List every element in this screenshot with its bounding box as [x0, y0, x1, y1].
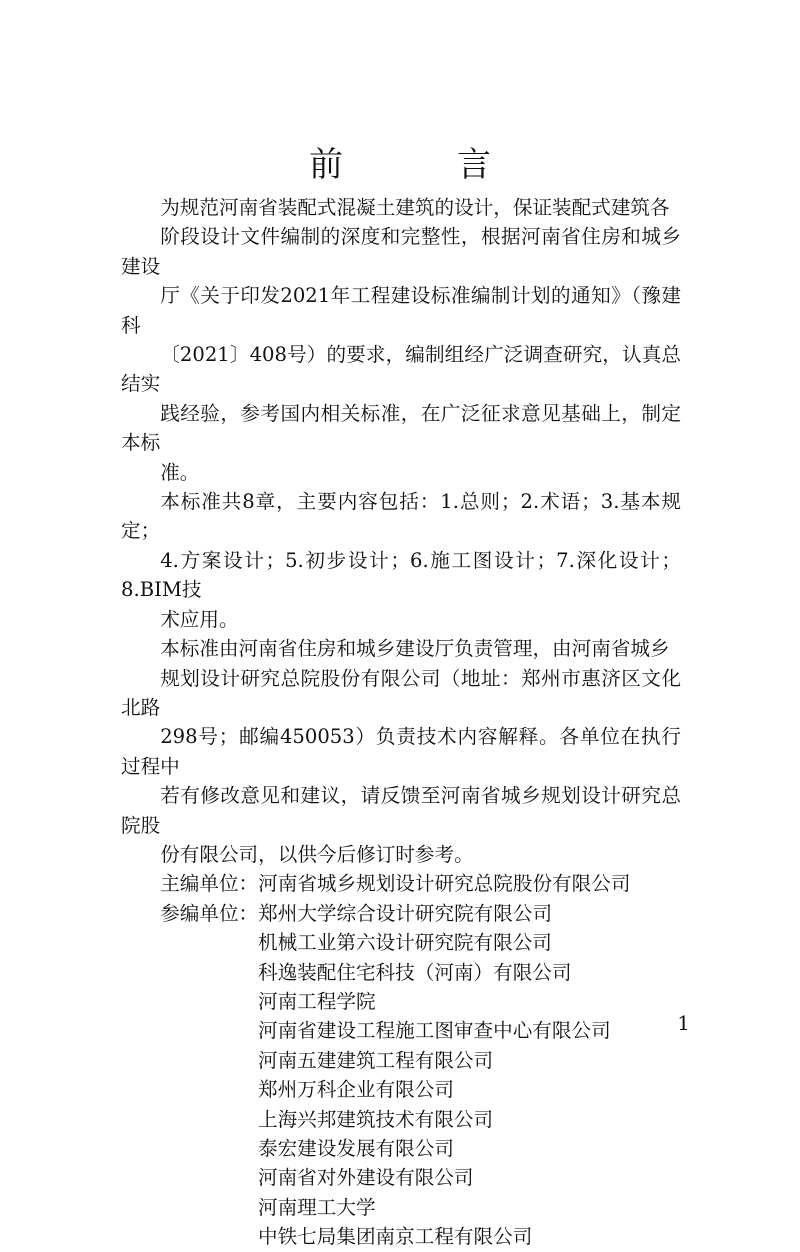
text-line: 本标准共8章，主要内容包括：1.总则；2.术语；3.基本规定；	[121, 490, 681, 543]
text-line: 为规范河南省装配式混凝土建筑的设计，保证装配式建筑各	[160, 196, 670, 219]
participating-unit: 上海兴邦建筑技术有限公司	[258, 1107, 494, 1131]
text-line: 4.方案设计；5.初步设计；6.施工图设计；7.深化设计；8.BIM技	[121, 548, 681, 602]
text-line: 本标准由河南省住房和城乡建设厅负责管理，由河南省城乡	[160, 637, 670, 661]
paragraph-management	[121, 634, 681, 869]
participating-unit: 郑州万科企业有限公司	[258, 1078, 454, 1102]
chief-unit: 主编单位：河南省城乡规划设计研究总院股份有限公司	[160, 872, 631, 896]
participating-unit: 河南理工大学	[258, 1195, 376, 1219]
preface-content	[121, 193, 681, 1252]
page-number: 1	[677, 1011, 690, 1035]
participating-unit: 河南省对外建设有限公司	[258, 1166, 474, 1190]
text-line: 份有限公司，以供今后修订时参考。	[160, 842, 474, 866]
participating-unit: 科逸装配住宅科技（河南）有限公司	[258, 960, 572, 984]
text-line: 298号；邮编450053）负责技术内容解释。各单位在执行过程中	[121, 725, 681, 778]
paragraph-purpose	[121, 193, 681, 487]
text-line: 践经验，参考国内相关标准，在广泛征求意见基础上，制定本标	[121, 401, 681, 455]
participating-unit: 泰宏建设发展有限公司	[258, 1137, 454, 1160]
text-line: 阶段设计文件编制的深度和完整性，根据河南省住房和城乡建设	[121, 225, 681, 278]
text-line: 准。	[160, 460, 200, 484]
participating-units-list	[121, 928, 681, 1251]
participating-unit: 机械工业第六设计研究院有限公司	[258, 931, 552, 955]
participating-unit: 河南省建设工程施工图审查中心有限公司	[258, 1019, 611, 1043]
text-line: 厅《关于印发2021年工程建设标准编制计划的通知》（豫建科	[121, 284, 681, 337]
participating-unit: 中铁七局集团南京工程有限公司	[258, 1225, 533, 1249]
text-line: 规划设计研究总院股份有限公司（地址：郑州市惠济区文化北路	[121, 666, 681, 719]
page-title: 前 言	[309, 145, 531, 185]
paragraph-contents	[121, 487, 681, 634]
participating-units-label: 参编单位：郑州大学综合设计研究院有限公司	[160, 901, 553, 925]
text-line: 术应用。	[160, 607, 239, 631]
text-line: 若有修改意见和建议，请反馈至河南省城乡规划设计研究总院股	[121, 784, 681, 837]
participating-unit: 河南五建建筑工程有限公司	[258, 1048, 494, 1072]
participating-unit: 河南工程学院	[258, 989, 376, 1013]
text-line: 〔2021〕408号）的要求，编制组经广泛调查研究，认真总结实	[121, 343, 681, 396]
